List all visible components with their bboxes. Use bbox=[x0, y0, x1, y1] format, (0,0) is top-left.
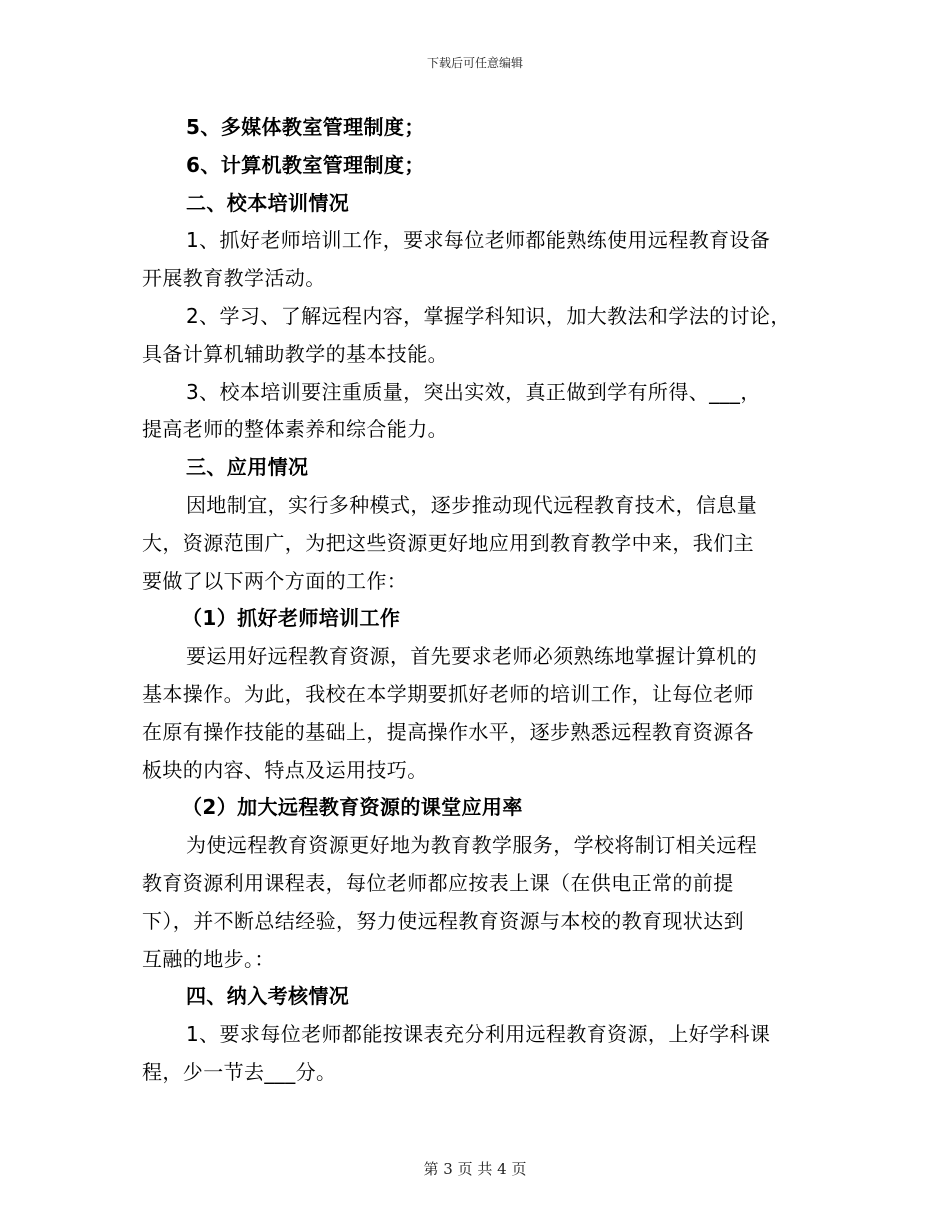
list-item-computer-room-rules: 6、计算机教室管理制度； bbox=[186, 152, 425, 177]
paragraph-line: 程，少一节去___分。 bbox=[142, 1059, 337, 1084]
paragraph-line: 提高老师的整体素养和综合能力。 bbox=[142, 417, 448, 442]
subheading-teacher-training: （1）抓好老师培训工作 bbox=[182, 606, 401, 631]
paragraph-line: 要运用好远程教育资源，首先要求老师必须熟练地掌握计算机的 bbox=[186, 644, 758, 669]
paragraph-line: 教育资源利用课程表，每位老师都应按表上课（在供电正常的前提 bbox=[142, 870, 734, 895]
paragraph-line: 因地制宜，实行多种模式，逐步推动现代远程教育技术，信息量 bbox=[186, 492, 758, 517]
paragraph-line: 1、抓好老师培训工作，要求每位老师都能熟练使用远程教育设备 bbox=[186, 228, 771, 253]
section-heading-training: 二、校本培训情况 bbox=[186, 190, 350, 215]
paragraph-line: 2、学习、了解远程内容，掌握学科知识，加大教法和学法的讨论， bbox=[186, 303, 791, 328]
page-number-footer: 第 3 页 共 4 页 bbox=[423, 1160, 527, 1178]
paragraph-line: 在原有操作技能的基础上，提高操作水平，逐步熟悉远程教育资源各 bbox=[142, 719, 754, 744]
paragraph-line: 基本操作。为此，我校在本学期要抓好老师的培训工作，让每位老师 bbox=[142, 681, 754, 706]
list-item-multimedia-rules: 5、多媒体教室管理制度； bbox=[186, 115, 425, 139]
document-body bbox=[142, 109, 822, 1092]
paragraph-line: 为使远程教育资源更好地为教育教学服务，学校将制订相关远程 bbox=[186, 833, 758, 858]
section-heading-assessment: 四、纳入考核情况 bbox=[186, 984, 350, 1009]
paragraph-line: 3、校本培训要注重质量，突出实效，真正做到学有所得、___， bbox=[186, 379, 761, 404]
paragraph-line: 1、要求每位老师都能按课表充分利用远程教育资源，上好学科课 bbox=[186, 1022, 771, 1047]
page-header-note: 下载后可任意编辑 bbox=[426, 56, 523, 70]
paragraph-line: 开展教育教学活动。 bbox=[142, 266, 326, 291]
paragraph-line: 要做了以下两个方面的工作： bbox=[142, 568, 408, 593]
paragraph-line: 板块的内容、特点及运用技巧。 bbox=[142, 757, 428, 782]
subheading-classroom-usage: （2）加大远程教育资源的课堂应用率 bbox=[182, 795, 523, 820]
paragraph-line: 大，资源范围广，为把这些资源更好地应用到教育教学中来，我们主 bbox=[142, 530, 754, 555]
section-heading-application: 三、应用情况 bbox=[186, 455, 309, 480]
paragraph-line: 下），并不断总结经验，努力使远程教育资源与本校的教育现状达到 bbox=[142, 908, 744, 933]
paragraph-line: 互融的地步。： bbox=[142, 946, 275, 971]
paragraph-line: 具备计算机辅助教学的基本技能。 bbox=[142, 341, 448, 366]
